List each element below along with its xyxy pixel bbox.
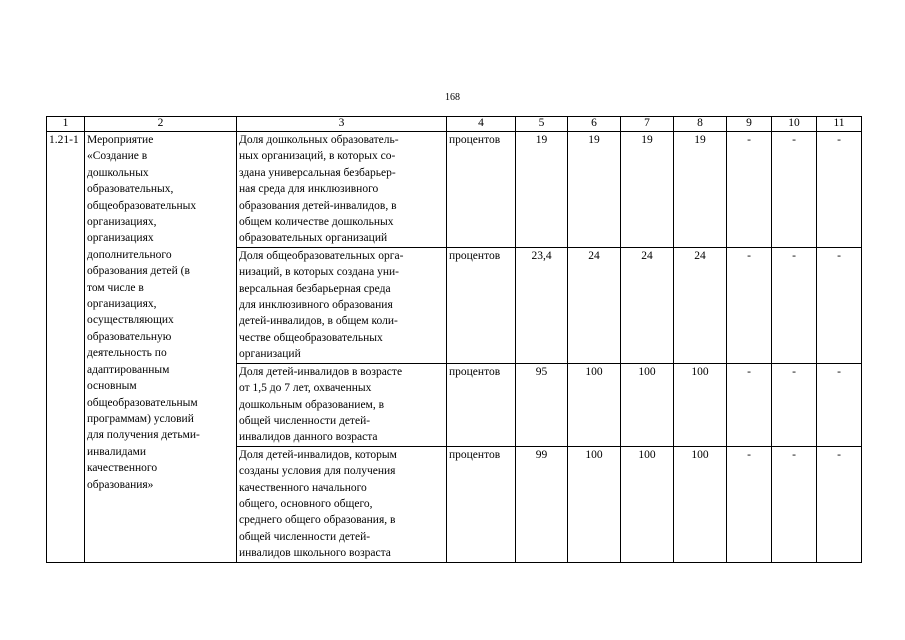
header-row — [47, 117, 862, 132]
value-cell: 23,4 — [516, 247, 568, 363]
value-cell: - — [817, 132, 862, 248]
header-col-10: 10 — [772, 117, 817, 132]
value-cell: 100 — [568, 446, 621, 562]
event-line: для получения детьми- — [87, 429, 200, 442]
header-col-9: 9 — [727, 117, 772, 132]
event-line: дошкольных — [87, 166, 149, 179]
indicator-line: Доля дошкольных образователь- — [239, 134, 399, 146]
item-code: 1.21-1 — [47, 132, 85, 563]
indicator-line: Доля детей-инвалидов в возрасте — [239, 365, 403, 378]
event-line: Мероприятие — [87, 134, 154, 146]
value-cell: 24 — [568, 247, 621, 363]
value-cell: 100 — [674, 363, 727, 446]
event-line: общеобразовательным — [87, 396, 198, 409]
value-cell: 100 — [674, 446, 727, 562]
indicator-line: ных организаций, в которых со- — [239, 150, 396, 163]
event-line: организациях, — [87, 216, 157, 229]
value-cell: - — [727, 247, 772, 363]
indicators-table — [46, 116, 862, 563]
header-col-5: 5 — [516, 117, 568, 132]
event-line: образования» — [87, 478, 154, 491]
unit-cell: процентов — [447, 363, 516, 446]
value-cell: - — [727, 132, 772, 248]
value-cell: - — [772, 446, 817, 562]
indicator-line: версальная безбарьерная среда — [239, 282, 391, 295]
header-col-8: 8 — [674, 117, 727, 132]
value-cell: 100 — [621, 363, 674, 446]
event-line: образовательную — [87, 330, 172, 343]
value-cell: - — [817, 247, 862, 363]
indicator-line: ная среда для инклюзивного — [239, 183, 379, 196]
event-line: основным — [87, 380, 137, 393]
indicator-description — [237, 247, 447, 363]
value-cell: - — [817, 446, 862, 562]
event-line: организациях, — [87, 298, 157, 311]
value-cell: - — [727, 363, 772, 446]
value-cell: 100 — [568, 363, 621, 446]
value-cell: 24 — [621, 247, 674, 363]
indicator-line: Доля общеобразовательных орга- — [239, 249, 404, 262]
page-number: 168 — [445, 92, 460, 103]
header-col-7: 7 — [621, 117, 674, 132]
event-line: организациях — [87, 232, 154, 245]
header-col-6: 6 — [568, 117, 621, 132]
unit-cell: процентов — [447, 446, 516, 562]
event-line: общеобразовательных — [87, 199, 197, 212]
indicator-line: дошкольным образованием, в — [239, 398, 385, 411]
indicator-line: Доля детей-инвалидов, которым — [239, 448, 397, 461]
header-col-4: 4 — [447, 117, 516, 132]
indicator-description — [237, 363, 447, 446]
event-line: осуществляющих — [87, 314, 174, 327]
event-line: образовательных, — [87, 183, 174, 196]
header-col-2: 2 — [85, 117, 237, 132]
indicator-line: общей численности детей- — [239, 414, 371, 427]
event-line: деятельность по — [87, 347, 167, 360]
unit-cell: процентов — [447, 247, 516, 363]
indicator-line: от 1,5 до 7 лет, охваченных — [239, 382, 372, 395]
table-body — [47, 132, 862, 563]
indicator-line: для инклюзивного образования — [239, 299, 393, 312]
event-description — [85, 132, 237, 563]
indicator-line: общей численности детей- — [239, 530, 371, 543]
event-line: том числе в — [87, 281, 144, 294]
value-cell: 19 — [516, 132, 568, 248]
event-line: дополнительного — [87, 248, 172, 261]
indicator-line: общем количестве дошкольных — [239, 216, 394, 229]
event-line: адаптированным — [87, 363, 170, 376]
indicator-line: среднего общего образования, в — [239, 514, 396, 527]
indicator-description — [237, 446, 447, 562]
value-cell: - — [817, 363, 862, 446]
event-line: инвалидами — [87, 445, 147, 458]
table-row — [47, 132, 862, 248]
value-cell: - — [772, 247, 817, 363]
unit-cell: процентов — [447, 132, 516, 248]
indicator-description — [237, 132, 447, 248]
event-line: программам) условий — [87, 412, 194, 425]
value-cell: 19 — [568, 132, 621, 248]
value-cell: 99 — [516, 446, 568, 562]
indicator-line: низаций, в которых создана уни- — [239, 266, 399, 279]
value-cell: 100 — [621, 446, 674, 562]
value-cell: 19 — [621, 132, 674, 248]
value-cell: 19 — [674, 132, 727, 248]
event-line: качественного — [87, 462, 158, 475]
table-header — [47, 117, 862, 132]
value-cell: - — [772, 363, 817, 446]
indicator-line: образования детей-инвалидов, в — [239, 199, 397, 212]
value-cell: 24 — [674, 247, 727, 363]
header-col-1: 1 — [47, 117, 85, 132]
event-line: «Создание в — [87, 150, 148, 163]
indicator-line: образовательных организаций — [239, 232, 388, 245]
indicator-line: детей-инвалидов, в общем коли- — [239, 315, 398, 328]
indicator-line: честве общеобразовательных — [239, 331, 383, 344]
indicator-line: инвалидов школьного возраста — [239, 547, 391, 560]
indicator-line: созданы условия для получения — [239, 465, 396, 478]
value-cell: 95 — [516, 363, 568, 446]
indicator-line: здана универсальная безбарьер- — [239, 166, 396, 179]
header-col-11: 11 — [817, 117, 862, 132]
value-cell: - — [727, 446, 772, 562]
header-col-3: 3 — [237, 117, 447, 132]
indicator-line: общего, основного общего, — [239, 497, 373, 510]
indicator-line: организаций — [239, 348, 301, 361]
indicator-line: качественного начального — [239, 481, 367, 494]
value-cell: - — [772, 132, 817, 248]
event-line: образования детей (в — [87, 265, 190, 278]
indicator-line: инвалидов данного возраста — [239, 431, 378, 444]
